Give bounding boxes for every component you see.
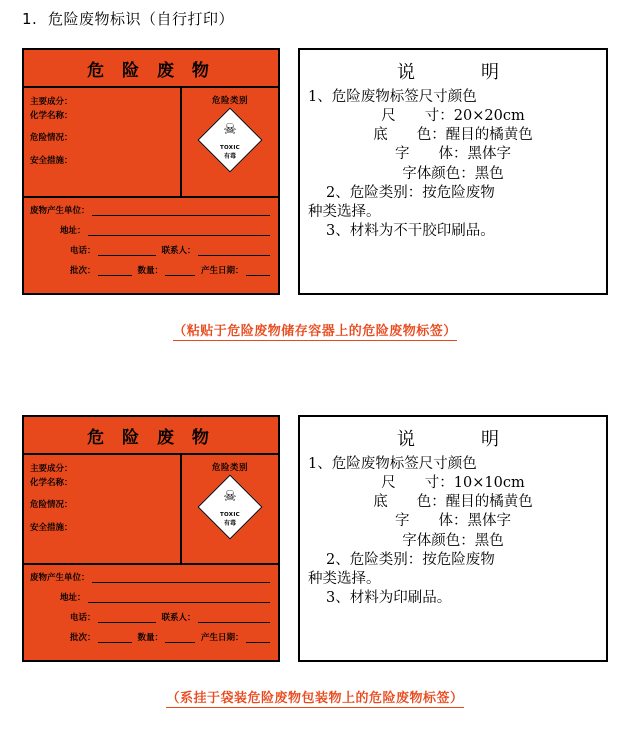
- row-contact-label: 联系人：: [161, 246, 196, 256]
- row-phone-contact: [30, 244, 270, 256]
- explanation-line: 字 体：黑体字: [395, 513, 511, 530]
- explanation-card: [298, 415, 608, 662]
- field-chemical-name: 化学名称：: [30, 478, 73, 488]
- field-safety-measures: 安全措施：: [30, 523, 73, 533]
- row-address-label: 地址：: [60, 593, 86, 603]
- explanation-line: 底 色：醒目的橘黄色: [373, 127, 533, 144]
- row-phone-label: 电话：: [70, 246, 96, 256]
- write-line: [98, 246, 156, 256]
- explanation-title: 说 明: [397, 429, 509, 450]
- card-fields: [24, 88, 182, 198]
- explanation-line: 底 色：醒目的橘黄色: [373, 494, 533, 511]
- row-producer-unit: [30, 571, 270, 583]
- label-block-package: [22, 415, 608, 706]
- hazard-category-box: [182, 455, 278, 565]
- label-block-container: [22, 48, 608, 339]
- row-address: [30, 224, 270, 236]
- explanation-line: 3、材料为印刷品。: [326, 589, 452, 606]
- field-hazard-condition: 危险情况：: [30, 500, 73, 510]
- write-line: [246, 266, 270, 276]
- card-fields: [24, 455, 182, 565]
- row-address-label: 地址：: [60, 226, 86, 236]
- row-quantity-label: 数量：: [137, 633, 164, 643]
- card-title: 危 险 废 物: [24, 50, 278, 88]
- hazardous-waste-label-card: [22, 48, 280, 295]
- pictogram-text-en: TOXIC: [219, 145, 241, 151]
- field-main-component: 主要成分：: [30, 97, 73, 107]
- write-line: [88, 226, 270, 236]
- hazard-category-label: 危险类别: [211, 96, 248, 106]
- explanation-line: 1、危险废物标签尺寸颜色: [308, 456, 477, 472]
- explanation-line: 字 体：黑体字: [395, 146, 511, 163]
- hazard-pictogram: [201, 478, 259, 536]
- row-date-label: 产生日期：: [201, 266, 244, 276]
- label-caption: [22, 320, 608, 339]
- write-line: [92, 206, 270, 216]
- explanation-line: 3、材料为不干胶印刷品。: [326, 222, 495, 239]
- explanation-line: 尺 寸：10×10cm: [381, 475, 525, 492]
- row-phone-contact: [30, 611, 270, 623]
- field-hazard-condition: 危险情况：: [30, 133, 73, 143]
- field-main-component: 主要成分：: [30, 464, 73, 474]
- write-line: [98, 613, 156, 623]
- pictogram-text-cn: 有毒: [223, 520, 236, 527]
- explanation-card: [298, 48, 608, 295]
- label-caption: [22, 687, 608, 706]
- row-batch-label: 批次：: [70, 633, 96, 643]
- write-line: [246, 633, 270, 643]
- write-line: [88, 593, 270, 603]
- row-producer-unit-label: 废物产生单位：: [30, 573, 90, 583]
- row-producer-unit: [30, 204, 270, 216]
- write-line: [198, 246, 270, 256]
- explanation-line: 种类选择。: [308, 203, 381, 220]
- write-line: [98, 266, 132, 276]
- write-line: [98, 633, 132, 643]
- pictogram-text-en: TOXIC: [219, 512, 241, 518]
- row-contact-label: 联系人：: [161, 613, 196, 623]
- row-batch-label: 批次：: [70, 266, 96, 276]
- write-line: [165, 266, 195, 276]
- card-bottom-rows: [24, 565, 278, 651]
- hazard-pictogram: [201, 111, 259, 169]
- explanation-line: 2、危险类别：按危险废物: [326, 551, 495, 568]
- write-line: [198, 613, 270, 623]
- explanation-title: 说 明: [397, 62, 509, 83]
- row-batch-qty-date: [30, 264, 270, 276]
- row-address: [30, 591, 270, 603]
- row-batch-qty-date: [30, 631, 270, 643]
- row-date-label: 产生日期：: [201, 633, 244, 643]
- row-producer-unit-label: 废物产生单位：: [30, 206, 90, 216]
- hazard-category-label: 危险类别: [211, 463, 248, 473]
- explanation-line: 字体颜色：黑色: [402, 165, 504, 182]
- card-bottom-rows: [24, 198, 278, 284]
- skull-crossbones-icon: ☠: [223, 120, 237, 138]
- title-text: 危险废物标识（自行打印）: [48, 10, 235, 28]
- page-title: [22, 8, 234, 29]
- write-line: [165, 633, 195, 643]
- row-phone-label: 电话：: [70, 613, 96, 623]
- explanation-line: 种类选择。: [308, 570, 381, 587]
- skull-crossbones-icon: ☠: [223, 487, 237, 505]
- hazardous-waste-label-card: [22, 415, 280, 662]
- hazard-category-box: [182, 88, 278, 198]
- field-chemical-name: 化学名称：: [30, 111, 73, 121]
- write-line: [92, 573, 270, 583]
- title-number: 1.: [22, 10, 38, 28]
- explanation-line: 1、危险废物标签尺寸颜色: [308, 89, 477, 105]
- row-quantity-label: 数量：: [137, 266, 164, 276]
- label-caption-text: （粘贴于危险废物储存容器上的危险废物标签）: [173, 324, 457, 339]
- explanation-line: 2、危险类别：按危险废物: [326, 184, 495, 201]
- field-safety-measures: 安全措施：: [30, 156, 73, 166]
- card-title: 危 险 废 物: [24, 417, 278, 455]
- explanation-line: 尺 寸：20×20cm: [381, 108, 525, 125]
- label-caption-text: （系挂于袋装危险废物包装物上的危险废物标签）: [166, 691, 464, 706]
- pictogram-text-cn: 有毒: [223, 153, 236, 160]
- explanation-line: 字体颜色：黑色: [402, 532, 504, 549]
